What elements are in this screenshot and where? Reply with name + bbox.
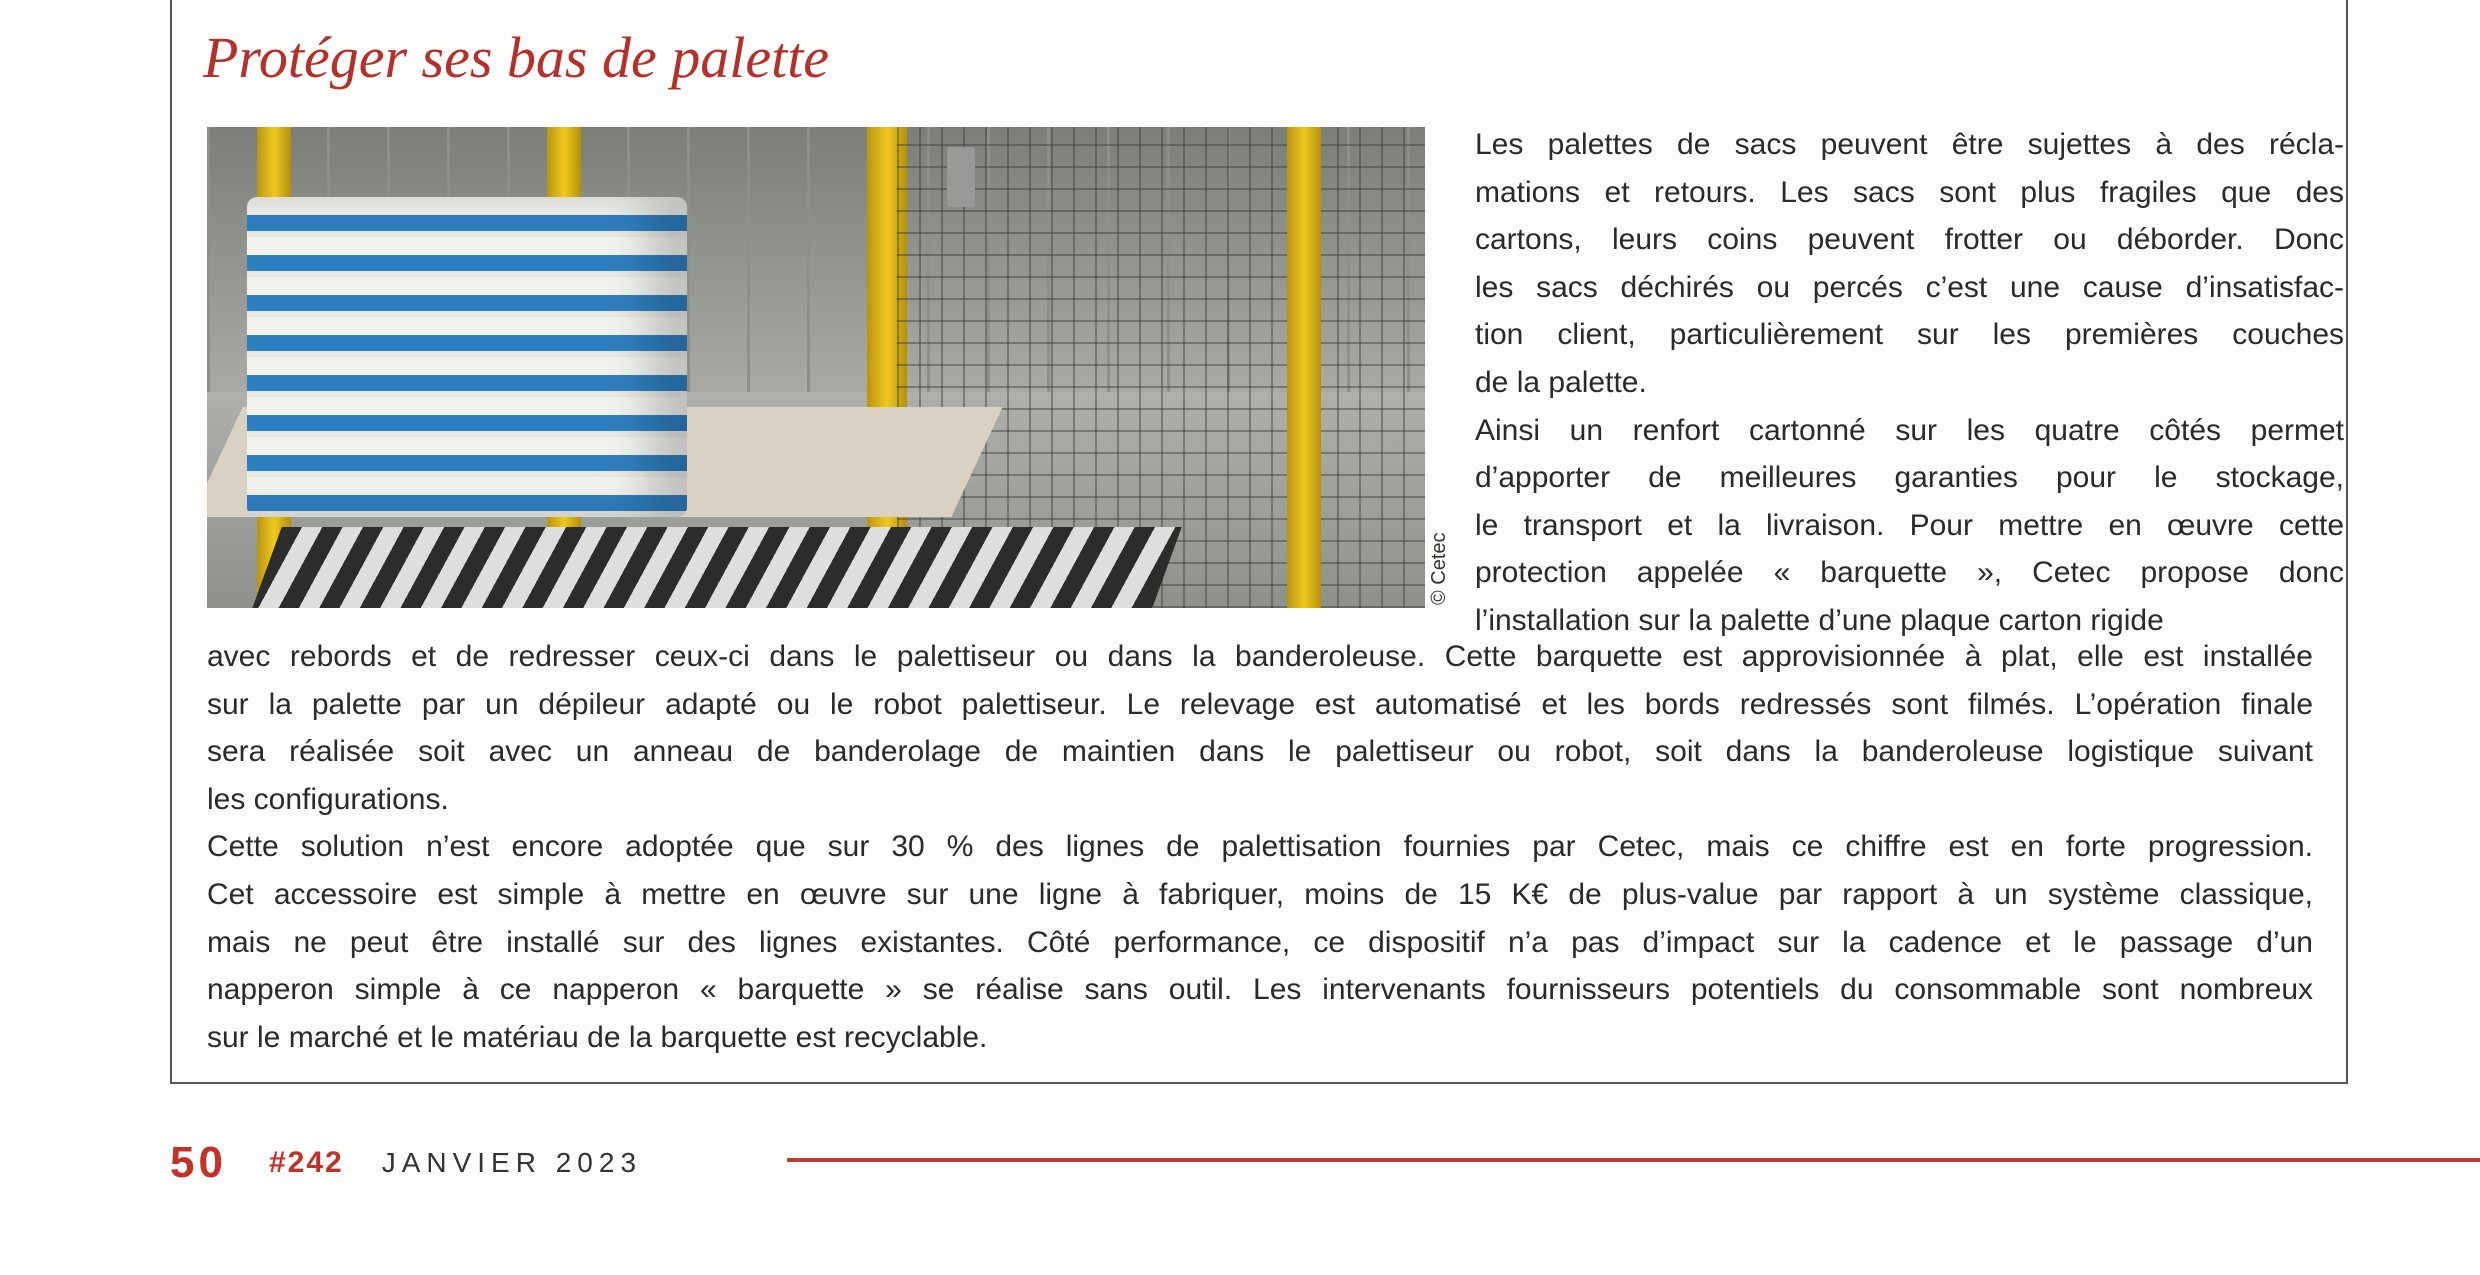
article-photo xyxy=(207,127,1425,608)
text-line-content: cartons, leurs coins peuvent frotter ou déborder. Donc xyxy=(1475,223,2344,257)
issue-date: JANVIER 2023 xyxy=(381,1147,643,1178)
text-line xyxy=(1475,264,2344,311)
text-line xyxy=(1475,549,2344,596)
text-line-content: protection appelée « barquette », Cetec propose donc xyxy=(1475,556,2344,590)
text-line-content: l’installation sur la palette d’une plaque carton rigide xyxy=(1475,604,2164,637)
text-line xyxy=(1475,454,2344,501)
text-line xyxy=(207,919,2313,966)
text-line-content: napperon simple à ce napperon « barquette » se réalise sans outil. Les intervenants fournisseurs potentiels du consommable sont nombreux xyxy=(207,973,2313,1007)
text-line xyxy=(207,871,2313,918)
text-line-content: sera réalisée soit avec un anneau de banderolage de maintien dans le palettiseur ou robot, soit dans la banderoleuse logistique suivant xyxy=(207,735,2313,769)
text-line-content: de la palette. xyxy=(1475,366,1647,399)
text-line-content: mations et retours. Les sacs sont plus fragiles que des xyxy=(1475,175,2344,209)
text-line xyxy=(1475,121,2344,168)
text-line-content: Les palettes de sacs peuvent être sujettes à des récla- xyxy=(1475,128,2344,161)
text-line xyxy=(1475,359,2344,406)
text-line-content: Cette solution n’est encore adoptée que sur 30 % des lignes de palettisation fournies par Cetec, mais ce chiffre est en forte progression. xyxy=(207,830,2313,864)
text-line-content: les sacs déchirés ou percés c’est une cause d’insatisfac- xyxy=(1475,270,2344,304)
page-number: 50 xyxy=(170,1138,227,1187)
text-line-content: le transport et la livraison. Pour mettre en œuvre cette xyxy=(1475,508,2344,542)
text-line-content: tion client, particulièrement sur les premières couches xyxy=(1475,318,2344,352)
text-line xyxy=(1475,407,2344,454)
text-line xyxy=(1475,169,2344,216)
text-line xyxy=(207,633,2313,680)
article-title: Protéger ses bas de palette xyxy=(203,25,830,90)
text-line xyxy=(207,776,2313,823)
text-line-content: Ainsi un renfort cartonné sur les quatre côtés permet xyxy=(1475,413,2344,447)
photo-credit: © Cetec xyxy=(1428,532,1450,605)
footer-rule xyxy=(787,1158,2480,1162)
text-line-content: Cet accessoire est simple à mettre en œuvre sur une ligne à fabriquer, moins de 15 K€ de plus-value par rapport à un système classique, xyxy=(207,878,2313,911)
text-line xyxy=(1475,216,2344,263)
text-line-content: sur le marché et le matériau de la barquette est recyclable. xyxy=(207,1020,988,1054)
text-line-content: mais ne peut être installé sur des lignes existantes. Côté performance, ce dispositif n’a pas d’impact sur la cadence et le passage d’un xyxy=(207,925,2313,959)
text-line-content: avec rebords et de redresser ceux-ci dans le palettiseur ou dans la banderoleuse. Cette barquette est approvisionnée à plat, elle est installée xyxy=(207,640,2313,673)
text-line xyxy=(207,966,2313,1013)
text-line xyxy=(1475,311,2344,358)
text-line xyxy=(207,1014,2313,1061)
text-line xyxy=(207,823,2313,870)
page-footer xyxy=(170,1138,642,1188)
sack-pallet xyxy=(247,197,687,517)
text-line xyxy=(207,728,2313,775)
text-line xyxy=(1475,502,2344,549)
text-line-content: d’apporter de meilleures garanties pour le stockage, xyxy=(1475,461,2344,495)
text-line-content: sur la palette par un dépileur adapté ou le robot palettiseur. Le relevage est automatisé et les bords redressés sont filmés. L’opération finale xyxy=(207,687,2313,721)
text-line-content: les configurations. xyxy=(207,782,449,816)
text-line xyxy=(207,681,2313,728)
issue-number: #242 xyxy=(268,1146,344,1179)
